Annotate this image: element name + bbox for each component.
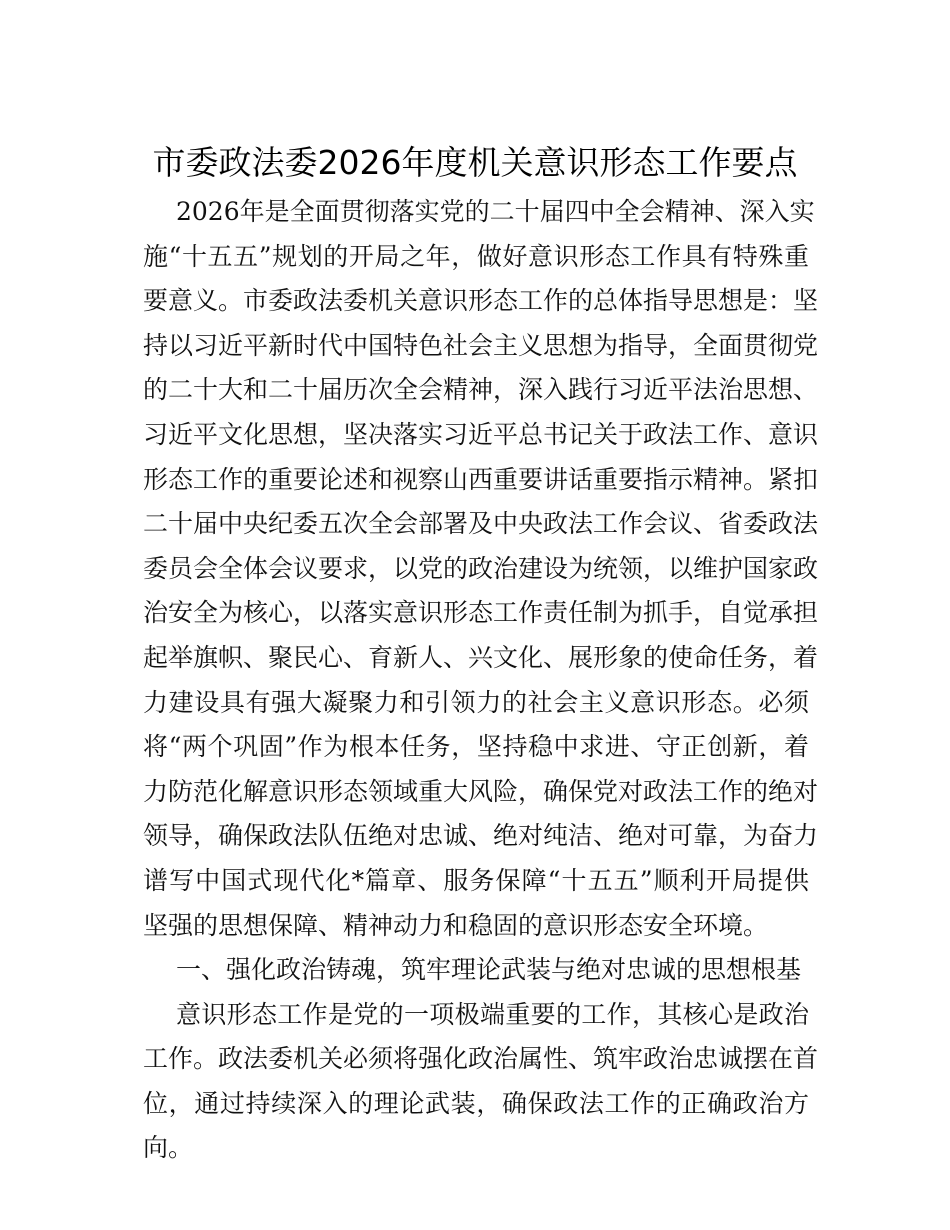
paragraph-section-1 — [143, 993, 819, 1171]
document-title: 市委政法委2026年度机关意识形态工作要点 — [152, 143, 798, 182]
text-line: 施“十五五”规划的开局之年，做好意识形态工作具有特殊重 — [143, 241, 809, 271]
text-line: 委员会全体会议要求，以党的政治建设为统领，以维护国家政 — [143, 553, 819, 583]
text-line: 领导，确保政法队伍绝对忠诚、绝对纯洁、绝对可靠，为奋力 — [143, 821, 819, 851]
text-line: 起举旗帜、聚民心、育新人、兴文化、展形象的使命任务，着 — [143, 642, 819, 672]
text-line: 力防范化解意识形态领域重大风险，确保党对政法工作的绝对 — [143, 776, 819, 806]
text-line: 治安全为核心，以落实意识形态工作责任制为抓手，自觉承担 — [143, 598, 819, 628]
text-line: 将“两个巩固”作为根本任务，坚持稳中求进、守正创新，着 — [143, 732, 809, 762]
text-line: 向。 — [143, 1133, 194, 1163]
text-line: 的二十大和二十届历次全会精神，深入践行习近平法治思想、 — [143, 375, 819, 405]
text-line: 持以习近平新时代中国特色社会主义思想为指导，全面贯彻党 — [143, 330, 819, 360]
text-line: 力建设具有强大凝聚力和引领力的社会主义意识形态。必须 — [143, 687, 809, 717]
text-line: 形态工作的重要论述和视察山西重要讲话重要指示精神。紧扣 — [143, 464, 819, 494]
text-line: 坚强的思想保障、精神动力和稳固的意识形态安全环境。 — [143, 910, 769, 940]
section-heading-text: 一、强化政治铸魂，筑牢理论武装与绝对忠诚的思想根基 — [176, 955, 802, 985]
document-body — [143, 190, 819, 1171]
text-line: 要意义。市委政法委机关意识形态工作的总体指导思想是：坚 — [143, 286, 819, 316]
text-line: 习近平文化思想，坚决落实习近平总书记关于政法工作、意识 — [143, 419, 819, 449]
paragraph-intro — [143, 190, 819, 948]
text-line: 谱写中国式现代化*篇章、服务保障“十五五”顺利开局提供 — [143, 865, 809, 895]
text-line: 意识形态工作是党的一项极端重要的工作，其核心是政治 — [176, 999, 809, 1029]
section-heading-1 — [143, 948, 809, 993]
text-line: 二十届中央纪委五次全会部署及中央政法工作会议、省委政法 — [143, 509, 819, 539]
text-line: 2026年是全面贯彻落实党的二十届四中全会精神、深入实 — [176, 197, 815, 226]
text-line: 位，通过持续深入的理论武装，确保政法工作的正确政治方 — [143, 1088, 809, 1118]
text-line: 工作。政法委机关必须将强化政治属性、筑牢政治忠诚摆在首 — [143, 1044, 819, 1074]
